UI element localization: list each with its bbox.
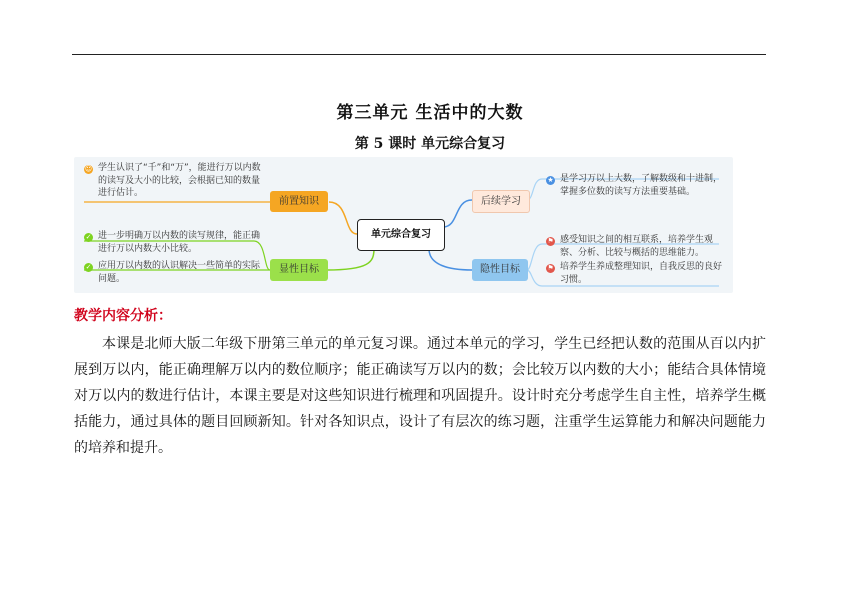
explicit-note-2: ✓ 应用万以内数的认识解决一些简单的实际问题。 [85, 261, 261, 284]
star-icon: ★ [547, 176, 554, 184]
lesson-subtitle: 第 5 课时 单元综合复习 [354, 136, 506, 152]
mind-map [74, 157, 733, 293]
flag-icon: ⚑ [547, 237, 554, 245]
header-rule [72, 54, 766, 55]
check-icon: ✓ [85, 263, 92, 271]
follow-note: ★ 是学习万以上大数，了解数级和十进制，掌握多位数的读写方法重要基础。 [547, 174, 723, 197]
check-icon: ✓ [85, 233, 92, 241]
implicit-note-2: ⚑ 培养学生养成整理知识，自我反思的良好习惯。 [547, 262, 723, 285]
implicit-note-1: ⚑ 感受知识之间的相互联系，培养学生观察、分析、比较与概括的思维能力。 [547, 235, 714, 258]
explicit-goal-node: 显性目标 [270, 259, 328, 281]
explicit-note-1: ✓ 进一步明确万以内数的读写规律，能正确进行万以内数大小比较。 [85, 231, 261, 254]
smile-icon: ☺ [84, 165, 93, 173]
analysis-paragraph: 本课是北师大版二年级下册第三单元的单元复习课。通过本单元的学习，学生已经把认数的范围从百以内扩展到万以内，能正确理解万以内的数位顺序；能正确读写万以内的数；会比较万以内数的大小；能结合具体情境对万以内的数进行估计，本课主要是对这些知识进行梳理和巩固提升。设计时充分考虑学生自主性，培养学生概括能力，通过具体的题目回顾新知。针对各知识点，设计了有层次的练习题，注重学生运算能力和解决问题能力的培养和提升。 [74, 336, 766, 456]
implicit-goal-node: 隐性目标 [472, 259, 528, 281]
central-topic: 单元综合复习 [357, 219, 445, 251]
unit-title: 第三单元 生活中的大数 [336, 103, 524, 123]
prior-note: ☺ 学生认识了“千”和“万”，能进行万以内数的读写及大小的比较，会根据已知的数量进行估计。 [84, 163, 261, 198]
follow-up-node: 后续学习 [472, 190, 530, 213]
flag-icon: ⚑ [547, 264, 554, 272]
prior-knowledge-node: 前置知识 [270, 191, 328, 212]
analysis-heading: 教学内容分析： [74, 308, 172, 324]
